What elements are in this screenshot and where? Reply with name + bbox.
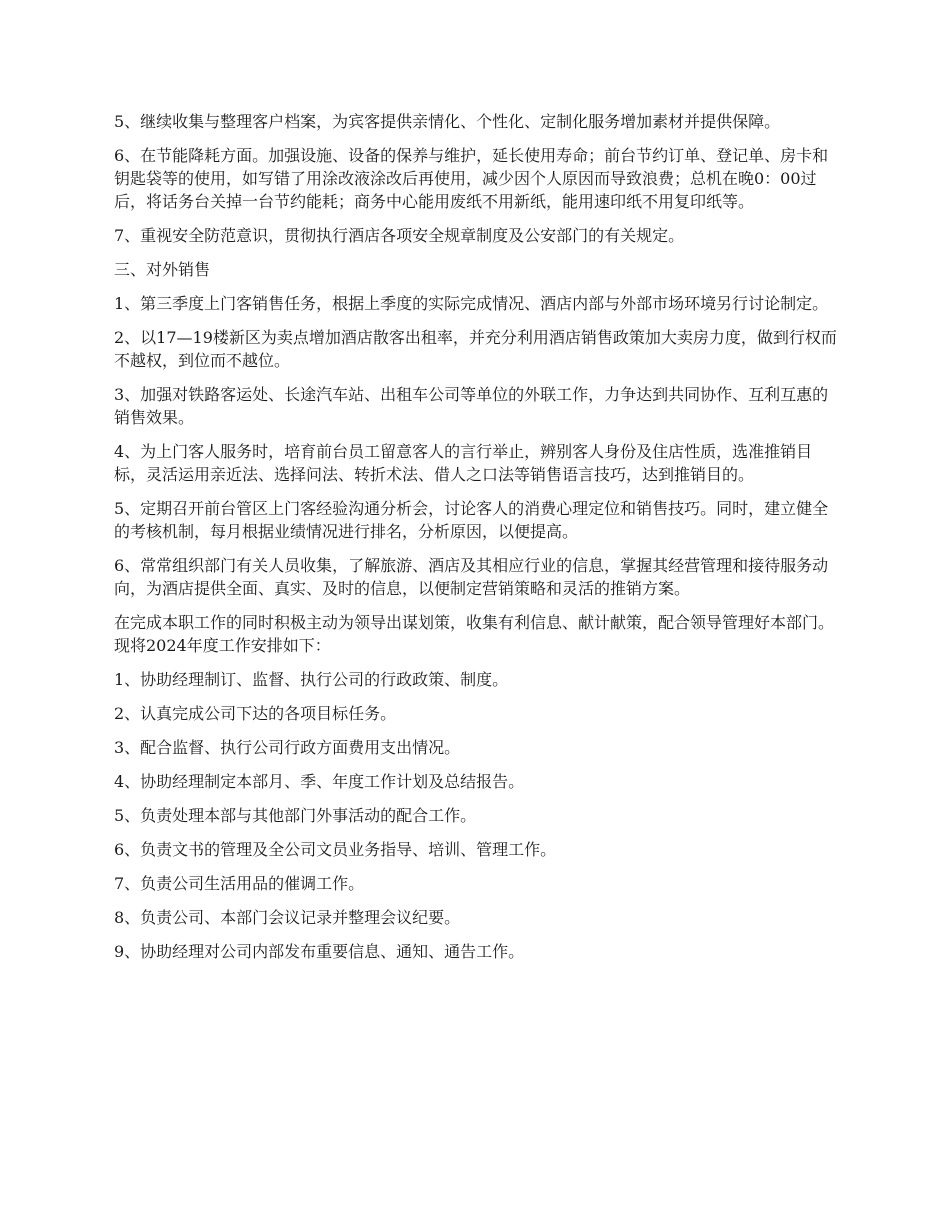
list-item: 9、协助经理对公司内部发布重要信息、通知、通告工作。 <box>114 942 525 961</box>
list-item: 6、负责文书的管理及全公司文员业务指导、培训、管理工作。 <box>114 840 557 859</box>
list-item: 3、配合监督、执行公司行政方面费用支出情况。 <box>114 738 461 757</box>
document-body <box>114 110 840 963</box>
paragraph: 5、定期召开前台管区上门客经验沟通分析会，讨论客人的消费心理定位和销售技巧。同时，建立健全的考核机制，每月根据业绩情况进行排名，分析原因，以便提高。 <box>114 499 829 541</box>
section-heading: 三、对外销售 <box>114 260 211 279</box>
list-item: 8、负责公司、本部门会议记录并整理会议纪要。 <box>114 908 461 927</box>
paragraph: 2、以17—19楼新区为卖点增加酒店散客出租率，并充分利用酒店销售政策加大卖房力度，做到行权而不越权，到位而不越位。 <box>114 328 837 370</box>
paragraph: 7、重视安全防范意识，贯彻执行酒店各项安全规章制度及公安部门的有关规定。 <box>114 226 685 245</box>
paragraph: 5、继续收集与整理客户档案，为宾客提供亲情化、个性化、定制化服务增加素材并提供保障。 <box>114 112 781 131</box>
paragraph: 6、在节能降耗方面。加强设施、设备的保养与维护，延长使用寿命；前台节约订单、登记单、房卡和钥匙袋等的使用，如写错了用涂改液涂改后再使用，减少因个人原因而导致浪费；总机在晚0：00过后，将话务台关掉一台节约能耗；商务中心能用废纸不用新纸，能用速印纸不用复印纸等。 <box>114 146 829 211</box>
paragraph: 6、常常组织部门有关人员收集，了解旅游、酒店及其相应行业的信息，掌握其经营管理和接待服务动向，为酒店提供全面、真实、及时的信息，以便制定营销策略和灵活的推销方案。 <box>114 556 829 598</box>
paragraph: 1、第三季度上门客销售任务，根据上季度的实际完成情况、酒店内部与外部市场环境另行讨论制定。 <box>114 294 829 313</box>
list-item: 4、协助经理制定本部月、季、年度工作计划及总结报告。 <box>114 772 525 791</box>
list-item: 1、协助经理制订、监督、执行公司的行政政策、制度。 <box>114 670 509 689</box>
list-item: 7、负责公司生活用品的催调工作。 <box>114 874 365 893</box>
list-item: 2、认真完成公司下达的各项目标任务。 <box>114 704 397 723</box>
paragraph: 3、加强对铁路客运处、长途汽车站、出租车公司等单位的外联工作，力争达到共同协作、互利互惠的销售效果。 <box>114 385 829 427</box>
paragraph: 4、为上门客人服务时，培育前台员工留意客人的言行举止，辨别客人身份及住店性质，选准推销目标，灵活运用亲近法、选择问法、转折术法、借人之口法等销售语言技巧，达到推销目的。 <box>114 442 813 484</box>
list-item: 5、负责处理本部与其他部门外事活动的配合工作。 <box>114 806 477 825</box>
paragraph: 在完成本职工作的同时积极主动为领导出谋划策，收集有利信息、献计献策，配合领导管理好本部门。现将2024年度工作安排如下： <box>114 613 835 655</box>
